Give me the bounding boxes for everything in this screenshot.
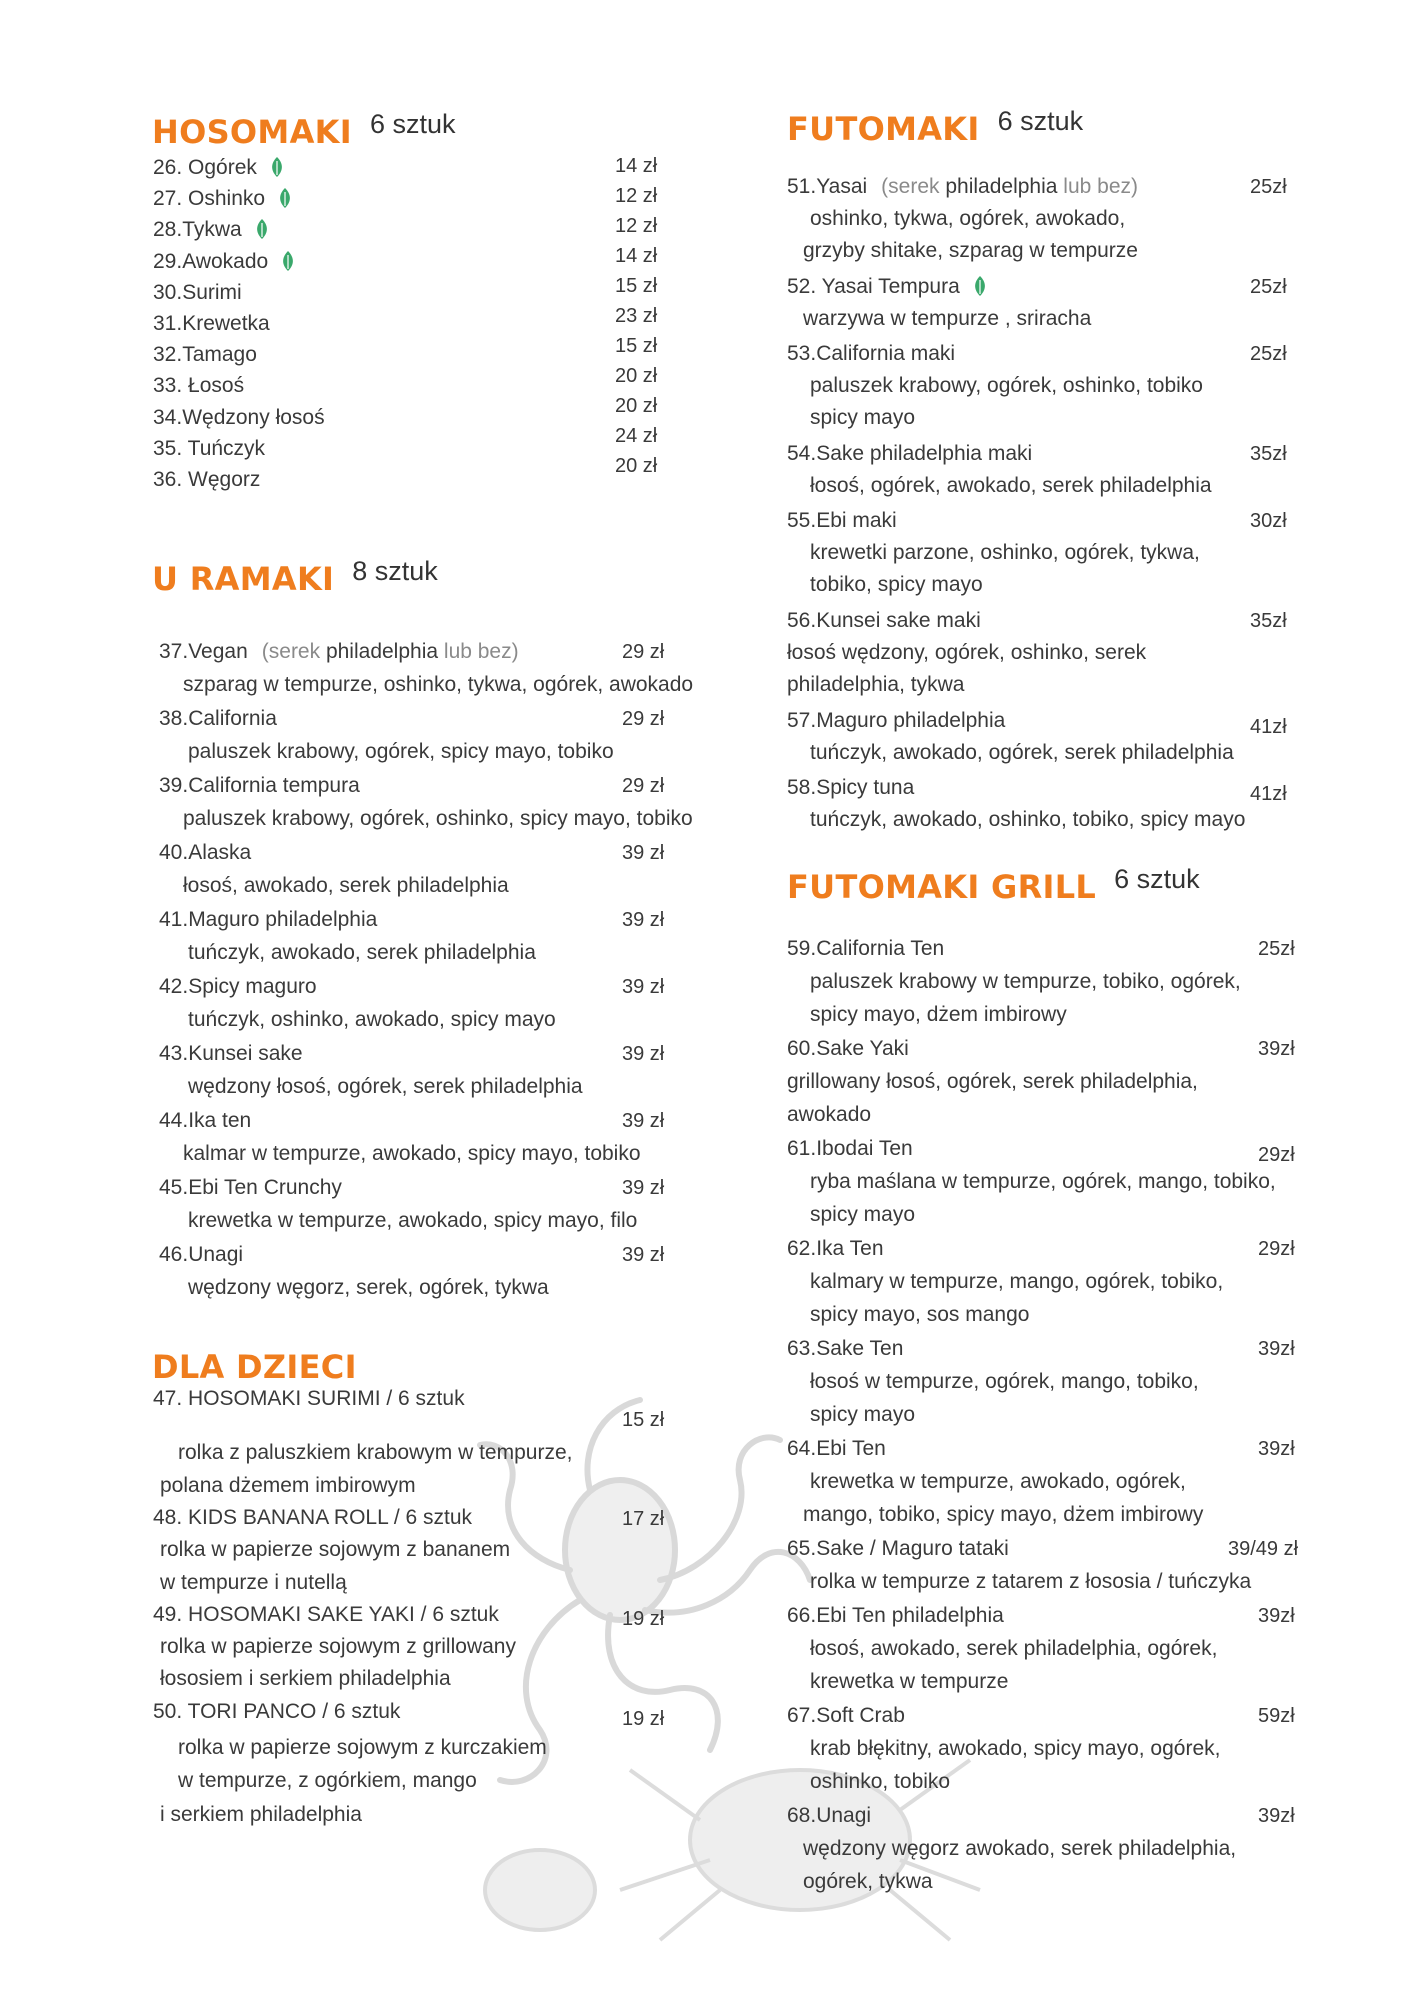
hosomaki-heading	[152, 109, 456, 151]
menu-item-description: paluszek krabowy, ogórek, oshinko, tobiko	[810, 374, 1203, 397]
menu-item-name: 28.Tykwa	[153, 218, 270, 242]
section-count: 6 sztuk	[369, 109, 456, 139]
menu-item-price: 29zł	[1258, 1238, 1295, 1260]
menu-item-price: 39zł	[1258, 1805, 1295, 1827]
menu-item-description: paluszek krabowy w tempurze, tobiko, ogórek,	[810, 970, 1241, 993]
menu-item-description: krewetka w tempurze, awokado, spicy mayo, filo	[188, 1209, 638, 1232]
menu-item-description: awokado	[787, 1103, 872, 1126]
menu-item-name: 61.Ibodai Ten	[787, 1137, 913, 1160]
section-title: DLA DZIECI	[152, 1348, 357, 1386]
menu-item-name: 48. KIDS BANANA ROLL / 6 sztuk	[153, 1506, 473, 1529]
menu-item-price: 19 zł	[622, 1608, 665, 1630]
menu-item-description: ogórek, tykwa	[803, 1870, 933, 1893]
menu-item-description: tuńczyk, awokado, ogórek, serek philadelphia	[810, 741, 1234, 764]
menu-item-name: 53.California maki	[787, 342, 956, 365]
menu-item-description: polana dżemem imbirowym	[160, 1474, 416, 1497]
menu-item-description: łosoś wędzony, ogórek, oshinko, serek	[787, 641, 1147, 664]
menu-item-name: 34.Wędzony łosoś	[153, 405, 325, 429]
menu-item-price: 39zł	[1258, 1038, 1295, 1060]
menu-item-name: 64.Ebi Ten	[787, 1437, 886, 1460]
menu-item-description: rolka w papierze sojowym z kurczakiem	[178, 1736, 547, 1759]
menu-item-price: 25zł	[1250, 343, 1287, 365]
menu-item-description: łosoś, awokado, serek philadelphia, ogórek,	[810, 1637, 1218, 1660]
menu-item-name: 46.Unagi	[159, 1243, 244, 1266]
section-count: 6 sztuk	[997, 106, 1084, 136]
menu-item-price: 12 zł	[615, 185, 658, 207]
menu-item-name: 44.Ika ten	[159, 1109, 252, 1132]
menu-item-description: i serkiem philadelphia	[160, 1803, 362, 1826]
menu-item-description: rolka w papierze sojowym z bananem	[160, 1538, 511, 1561]
menu-item-description: paluszek krabowy, ogórek, spicy mayo, tobiko	[188, 740, 614, 763]
menu-item-price: 23 zł	[615, 305, 658, 327]
menu-item-price: 20 zł	[615, 455, 658, 477]
menu-item-price: 39 zł	[622, 1110, 665, 1132]
menu-item-name: 45.Ebi Ten Crunchy	[159, 1176, 342, 1199]
menu-item-description: warzywa w tempurze , sriracha	[803, 307, 1092, 330]
menu-item-price: 39 zł	[622, 1244, 665, 1266]
menu-item-description: ryba maślana w tempurze, ogórek, mango, tobiko,	[810, 1170, 1276, 1193]
menu-item-price: 12 zł	[615, 215, 658, 237]
menu-item-description: tuńczyk, awokado, serek philadelphia	[188, 941, 536, 964]
menu-item-description: krab błękitny, awokado, spicy mayo, ogórek,	[810, 1737, 1221, 1760]
menu-item-description: tuńczyk, awokado, oshinko, tobiko, spicy mayo	[810, 808, 1246, 831]
menu-item-name: 51.Yasai (serek philadelphia lub bez)	[787, 175, 1139, 198]
menu-item-description: szparag w tempurze, oshinko, tykwa, ogórek, awokado	[183, 673, 694, 696]
section-count: 6 sztuk	[1114, 864, 1200, 894]
menu-item-name: 39.California tempura	[159, 774, 360, 797]
menu-item-name: 67.Soft Crab	[787, 1704, 905, 1727]
menu-item-description: philadelphia, tykwa	[787, 673, 965, 696]
menu-item-description: paluszek krabowy, ogórek, oshinko, spicy mayo, tobiko	[183, 807, 693, 830]
menu-item-description: w tempurze, z ogórkiem, mango	[178, 1769, 477, 1792]
menu-item-description: wędzony węgorz, serek, ogórek, tykwa	[188, 1276, 549, 1299]
leaf-icon	[280, 250, 296, 272]
menu-item-price: 39zł	[1258, 1605, 1295, 1627]
menu-item-description: spicy mayo	[810, 1403, 916, 1426]
menu-item-name: 63.Sake Ten	[787, 1337, 904, 1360]
menu-item-price: 20 zł	[615, 395, 658, 417]
menu-item-description: krewetka w tempurze	[810, 1670, 1009, 1693]
menu-item-price: 20 zł	[615, 365, 658, 387]
menu-item-name: 65.Sake / Maguro tataki	[787, 1537, 1009, 1560]
menu-item-price: 35zł	[1250, 610, 1287, 632]
menu-item-name: 55.Ebi maki	[787, 509, 897, 532]
menu-item-name: 49. HOSOMAKI SAKE YAKI / 6 sztuk	[153, 1603, 499, 1626]
section-title: U RAMAKI	[152, 560, 335, 598]
menu-item-description: łososiem i serkiem philadelphia	[160, 1667, 451, 1690]
menu-item-price: 14 zł	[615, 245, 658, 267]
menu-item-description: kalmar w tempurze, awokado, spicy mayo, tobiko	[183, 1142, 641, 1165]
item-note: (serek philadelphia lub bez)	[261, 640, 519, 663]
menu-item-description: krewetki parzone, oshinko, ogórek, tykwa,	[810, 541, 1200, 564]
grill-heading	[787, 864, 1200, 906]
menu-item-description: w tempurze i nutellą	[160, 1571, 347, 1594]
menu-item-description: grzyby shitake, szparag w tempurze	[803, 239, 1138, 262]
menu-item-name: 32.Tamago	[153, 343, 257, 367]
menu-item-name: 58.Spicy tuna	[787, 776, 915, 799]
menu-item-price: 29 zł	[622, 708, 665, 730]
menu-item-description: wędzony węgorz awokado, serek philadelphia,	[803, 1837, 1237, 1860]
menu-item-name: 33. Łosoś	[153, 374, 245, 398]
menu-item-price: 17 zł	[622, 1508, 665, 1530]
menu-item-price: 41zł	[1250, 783, 1287, 805]
menu-item-name: 31.Krewetka	[153, 312, 270, 335]
menu-item-name: 59.California Ten	[787, 937, 945, 960]
menu-item-price: 39zł	[1258, 1438, 1295, 1460]
menu-item-description: spicy mayo	[810, 406, 916, 429]
menu-item-price: 39 zł	[622, 976, 665, 998]
futomaki-heading	[787, 106, 1084, 148]
menu-item-price: 39 zł	[622, 909, 665, 931]
menu-item-price: 24 zł	[615, 425, 658, 447]
menu-item-name: 29.Awokado	[153, 250, 296, 274]
menu-item-price: 39/49 zł	[1228, 1538, 1299, 1560]
menu-item-price: 41zł	[1250, 716, 1287, 738]
menu-item-description: łosoś, ogórek, awokado, serek philadelphia	[810, 474, 1212, 497]
section-title: HOSOMAKI	[152, 113, 352, 151]
menu-item-price: 39 zł	[622, 842, 665, 864]
menu-item-price: 39 zł	[622, 1043, 665, 1065]
menu-item-name: 68.Unagi	[787, 1804, 872, 1827]
menu-item-name: 41.Maguro philadelphia	[159, 908, 378, 931]
menu-item-description: łosoś w tempurze, ogórek, mango, tobiko,	[810, 1370, 1199, 1393]
menu-item-price: 39zł	[1258, 1338, 1295, 1360]
menu-item-name: 35. Tuńczyk	[153, 436, 266, 460]
uramaki-heading	[152, 556, 438, 598]
item-note: (serek philadelphia lub bez)	[881, 175, 1139, 198]
section-title: FUTOMAKI	[787, 110, 980, 148]
menu-item-price: 29zł	[1258, 1144, 1295, 1166]
menu-item-name: 60.Sake Yaki	[787, 1037, 909, 1060]
menu-item-description: tuńczyk, oshinko, awokado, spicy mayo	[188, 1008, 556, 1031]
menu-item-name: 50. TORI PANCO / 6 sztuk	[153, 1700, 401, 1723]
menu-item-description: wędzony łosoś, ogórek, serek philadelphia	[188, 1075, 583, 1098]
menu-item-name: 47. HOSOMAKI SURIMI / 6 sztuk	[153, 1387, 465, 1410]
section-count: 8 sztuk	[352, 556, 438, 586]
menu-item-price: 19 zł	[622, 1708, 665, 1730]
menu-item-price: 25zł	[1250, 276, 1287, 298]
menu-item-name: 37.Vegan (serek philadelphia lub bez)	[159, 640, 519, 663]
menu-item-name: 43.Kunsei sake	[159, 1042, 303, 1065]
menu-item-description: oshinko, tykwa, ogórek, awokado,	[810, 207, 1126, 230]
menu-item-description: grillowany łosoś, ogórek, serek philadelphia,	[787, 1070, 1198, 1093]
menu-item-name: 30.Surimi	[153, 280, 242, 304]
menu-item-description: spicy mayo, dżem imbirowy	[810, 1003, 1067, 1026]
menu-item-price: 15 zł	[615, 335, 658, 357]
menu-item-description: rolka w papierze sojowym z grillowany	[160, 1635, 516, 1658]
menu-item-name: 27. Oshinko	[153, 187, 293, 211]
menu-item-name: 62.Ika Ten	[787, 1237, 884, 1260]
menu-item-description: krewetka w tempurze, awokado, ogórek,	[810, 1470, 1186, 1493]
menu-item-name: 42.Spicy maguro	[159, 975, 317, 998]
menu-item-description: rolka z paluszkiem krabowym w tempurze,	[178, 1441, 573, 1464]
menu-item-price: 35zł	[1250, 443, 1287, 465]
menu-item-name: 36. Węgorz	[153, 468, 261, 491]
menu-item-name: 66.Ebi Ten philadelphia	[787, 1604, 1004, 1627]
menu-item-name: 38.California	[159, 707, 277, 730]
menu-item-name: 40.Alaska	[159, 841, 252, 864]
menu-item-description: kalmary w tempurze, mango, ogórek, tobiko,	[810, 1270, 1224, 1293]
leaf-icon	[277, 187, 293, 209]
menu-item-description: tobiko, spicy mayo	[810, 573, 983, 596]
menu-item-price: 29 zł	[622, 641, 665, 663]
menu-item-price: 25zł	[1258, 938, 1295, 960]
leaf-icon	[972, 275, 988, 297]
leaf-icon	[269, 156, 285, 178]
menu-item-description: spicy mayo, sos mango	[810, 1303, 1030, 1326]
menu-item-name: 52. Yasai Tempura	[787, 275, 988, 299]
section-title: FUTOMAKI GRILL	[787, 868, 1097, 906]
menu-item-price: 59zł	[1258, 1705, 1295, 1727]
menu-item-price: 29 zł	[622, 775, 665, 797]
dzieci-heading	[152, 1348, 357, 1386]
menu-item-description: łosoś, awokado, serek philadelphia	[183, 874, 509, 897]
menu-item-name: 56.Kunsei sake maki	[787, 609, 981, 632]
leaf-icon	[254, 218, 270, 240]
menu-item-price: 25zł	[1250, 176, 1287, 198]
menu-item-name: 26. Ogórek	[153, 156, 285, 180]
menu-item-description: mango, tobiko, spicy mayo, dżem imbirowy	[803, 1503, 1204, 1526]
menu-item-name: 57.Maguro philadelphia	[787, 709, 1006, 732]
menu-item-price: 15 zł	[615, 275, 658, 297]
menu-item-price: 14 zł	[615, 155, 658, 177]
menu-item-description: rolka w tempurze z tatarem z łososia / tuńczyka	[810, 1570, 1252, 1593]
menu-item-description: oshinko, tobiko	[810, 1770, 951, 1793]
menu-item-price: 39 zł	[622, 1177, 665, 1199]
menu-item-price: 30zł	[1250, 510, 1287, 532]
menu-item-name: 54.Sake philadelphia maki	[787, 442, 1033, 465]
menu-item-description: spicy mayo	[810, 1203, 916, 1226]
menu-item-price: 15 zł	[622, 1409, 665, 1431]
